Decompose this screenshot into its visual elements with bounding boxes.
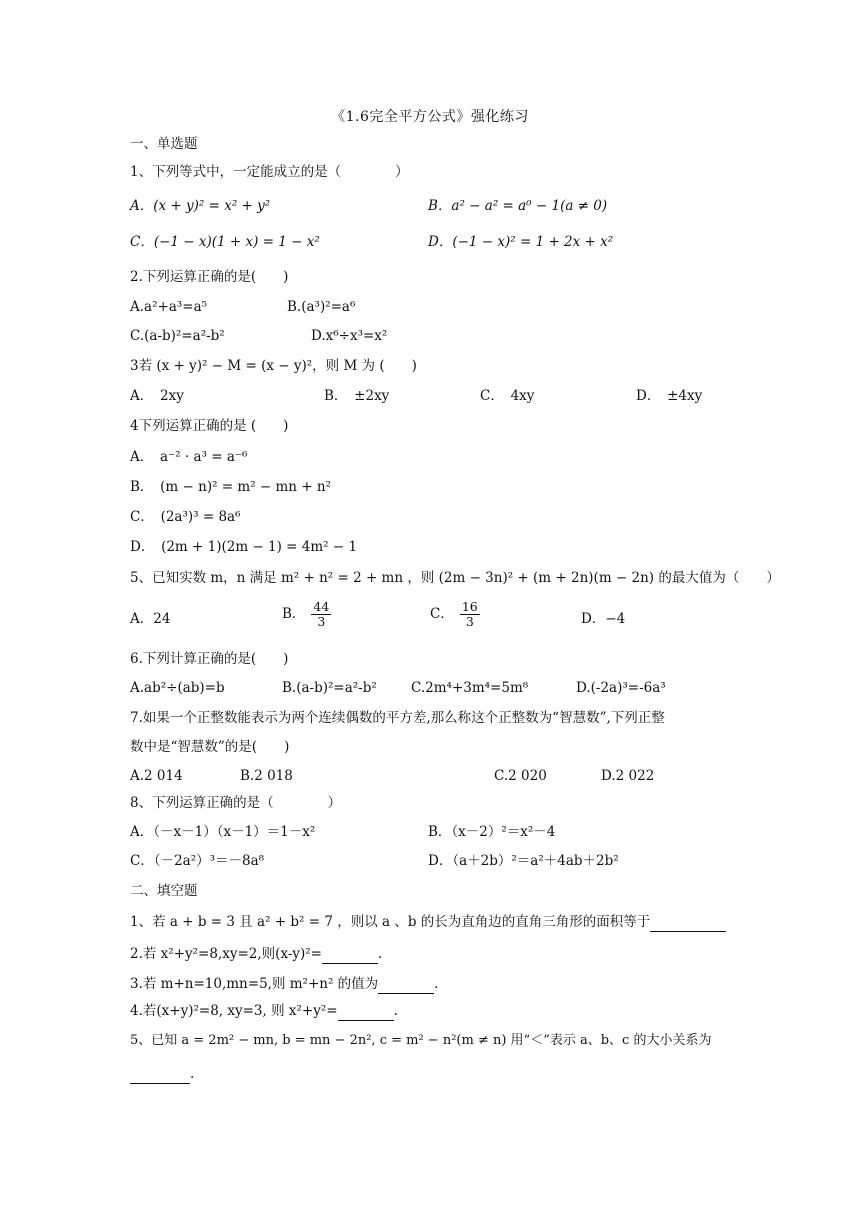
question-7-stem-line-2: 数中是“智慧数”的是( ) (130, 739, 290, 755)
question-3-option-d: D． ±4xy (636, 388, 703, 404)
answer-blank[interactable] (130, 1069, 190, 1084)
fill-question-5-period: . (190, 1066, 195, 1082)
question-6-option-b: B.(a-b)²=a²-b² (282, 680, 377, 696)
question-8-option-a: A．（－x－1）（x－1）＝1－x² (130, 824, 316, 840)
fill-question-4 (130, 1001, 398, 1021)
fraction-numerator: 44 (313, 599, 330, 614)
fill-question-3-period: . (434, 976, 439, 992)
fill-question-3-text: 3.若 m+n=10,mn=5,则 m²+n² 的值为 (130, 976, 379, 992)
question-1-option-b: B．a² − a² = a⁰ − 1(a ≠ 0) (428, 198, 608, 214)
question-7-option-d: D.2 022 (601, 768, 655, 784)
question-5-option-c-label: C． (430, 606, 454, 622)
question-5-stem: 5、已知实数 m，n 满足 m² + n² = 2 + mn ，则 (2m − 3n)² + (m + 2n)(m − 2n) 的最大值为（ ） (130, 570, 780, 586)
question-5-option-b (282, 600, 331, 629)
question-5-option-b-label: B． (282, 606, 306, 622)
fill-question-5: 5、已知 a = 2m² − mn, b = mn − 2n², c = m² − n²(m ≠ n) 用“＜”表示 a、b、c 的大小关系为 (130, 1033, 712, 1048)
question-1-option-d: D．(−1 − x)² = 1 + 2x + x² (428, 234, 614, 250)
question-3-option-a: A． 2xy (130, 388, 184, 404)
question-2-option-c: C.(a-b)²=a²-b² (130, 328, 225, 344)
question-4-option-a: A． a⁻² · a³ = a⁻⁶ (130, 449, 248, 465)
fill-question-5-answer-line (130, 1064, 194, 1084)
question-1-stem: 1、下列等式中，一定能成立的是（ ） (130, 164, 409, 180)
section-heading-single-choice: 一、单选题 (130, 136, 198, 152)
answer-blank[interactable] (650, 917, 726, 932)
fill-question-3 (130, 974, 438, 994)
question-8-stem: 8、下列运算正确的是（ ） (130, 795, 342, 811)
fraction-denominator: 3 (317, 614, 326, 629)
answer-blank[interactable] (338, 1006, 394, 1021)
question-1-option-a: A．(x + y)² = x² + y² (130, 198, 271, 214)
fill-question-2 (130, 944, 382, 964)
question-7-stem-line-1: 7.如果一个正整数能表示为两个连续偶数的平方差,那么称这个正整数为“智慧数”,下列正整 (130, 710, 665, 726)
fill-question-1 (130, 912, 726, 932)
page-title: 《1.6完全平方公式》强化练习 (331, 109, 529, 125)
question-6-stem: 6.下列计算正确的是( ) (130, 651, 289, 667)
question-2-option-a: A.a²+a³=a⁵ (130, 299, 208, 315)
fill-question-1-text: 1、若 a + b = 3 且 a² + b² = 7 ，则以 a 、b 的长为直角边的直角三角形的面积等于 (130, 914, 651, 930)
question-5-option-b-fraction (311, 600, 331, 629)
question-6-option-c: C.2m⁴+3m⁴=5m⁸ (411, 680, 529, 696)
question-4-stem: 4下列运算正确的是 ( ) (130, 418, 289, 434)
fill-question-2-text: 2.若 x²+y²=8,xy=2,则(x-y)²= (130, 946, 322, 962)
question-5-option-c-fraction (460, 600, 480, 629)
question-3-option-b: B． ±2xy (324, 388, 390, 404)
question-8-option-b: B．（x－2）²＝x²－4 (428, 824, 556, 840)
answer-blank[interactable] (322, 949, 378, 964)
question-2-option-b: B.(a³)²=a⁶ (287, 299, 356, 315)
question-2-stem: 2.下列运算正确的是( ) (130, 269, 289, 285)
question-5-option-a: A．24 (130, 611, 171, 627)
question-6-option-d: D.(-2a)³=-6a³ (576, 680, 666, 696)
fill-question-4-period: . (393, 1003, 398, 1019)
fill-question-4-text: 4.若(x+y)²=8, xy=3, 则 x²+y²= (130, 1003, 338, 1019)
question-4-option-c: C． (2a³)³ = 8a⁶ (130, 509, 241, 525)
question-1-option-c: C．(−1 − x)(1 + x) = 1 − x² (130, 234, 320, 250)
fill-question-2-period: . (378, 946, 383, 962)
question-3-stem: 3若 (x + y)² − M = (x − y)²，则 M 为 ( ) (130, 358, 417, 374)
question-5-option-c (430, 600, 480, 629)
question-8-option-c: C．（－2a²）³＝－8a⁸ (130, 853, 265, 869)
fraction-numerator: 16 (461, 599, 478, 614)
fraction-denominator: 3 (465, 614, 474, 629)
question-2-option-d: D.x⁶÷x³=x² (311, 328, 388, 344)
question-7-option-b: B.2 018 (240, 768, 293, 784)
question-8-option-d: D．（a＋2b）²＝a²＋4ab＋2b² (428, 853, 619, 869)
question-4-option-b: B． (m − n)² = m² − mn + n² (130, 479, 332, 495)
question-7-option-c: C.2 020 (494, 768, 547, 784)
question-5-option-d: D．−4 (581, 611, 626, 627)
section-heading-fill-blank: 二、填空题 (130, 883, 198, 899)
question-3-option-c: C． 4xy (480, 388, 535, 404)
question-7-option-a: A.2 014 (130, 768, 183, 784)
answer-blank[interactable] (378, 979, 434, 994)
question-6-option-a: A.ab²÷(ab)=b (130, 680, 225, 696)
question-4-option-d: D． (2m + 1)(2m − 1) = 4m² − 1 (130, 539, 358, 555)
